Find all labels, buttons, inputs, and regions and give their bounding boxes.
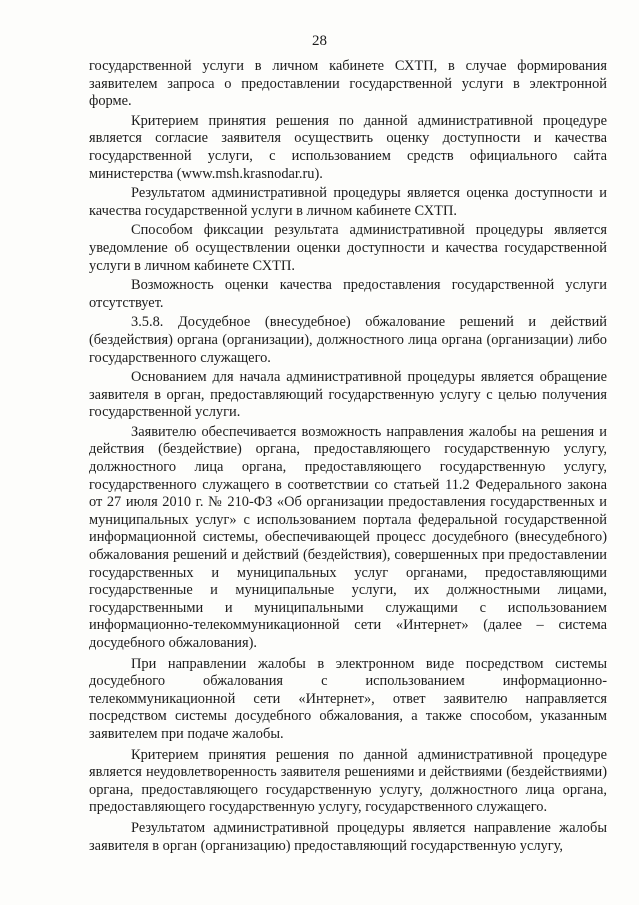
- document-body: [89, 58, 607, 857]
- paragraph-result-assessment: Результатом административной процедуры является оценка доступности и качества государственной услуги в личном кабинете СХТП.: [89, 185, 607, 219]
- paragraph-complaint-possibility: Заявителю обеспечивается возможность направления жалобы на решения и действия (бездействие) органа, предоставляющего государственную услугу, должностного лица органа, предоставляющего государственную услугу, государственного служащего в соответствии со статьей 11.2 Федерального закона от 27 июля 2010 г. № 210-ФЗ «Об организации предоставления государственных и муниципальных услуг» с использованием портала федеральной государственной информационной системы, обеспечивающей процесс досудебного (внесудебного) обжалования решений и действий (бездействия), совершенных при предоставлении государственных и муниципальных услуг органами, предоставляющими государственные и муниципальные услуги, их должностными лицами, государственными и муниципальными служащими с использованием информационно-телекоммуникационной сети «Интернет» (далее – система досудебного обжалования).: [89, 423, 607, 651]
- paragraph-continuation: государственной услуги в личном кабинете СХТП, в случае формирования заявителем запроса о предоставлении государственной услуги в электронной форме.: [89, 58, 607, 110]
- paragraph-result-complaint: Результатом административной процедуры является направление жалобы заявителя в орган (организацию) предоставляющий государственную услугу,: [89, 819, 607, 854]
- paragraph-criterion-assessment: Критерием принятия решения по данной административной процедуре является согласие заявителя осуществить оценку доступности и качества государственной услуги, с использованием средств официального сайта министерства (www.msh.krasnodar.ru).: [89, 112, 607, 182]
- paragraph-quality-assessment: Возможность оценки качества предоставления государственной услуги отсутствует.: [89, 277, 607, 311]
- page-number: 28: [312, 33, 327, 49]
- paragraph-grounds: Основанием для начала административной процедуры является обращение заявителя в орган, предоставляющий государственную услугу с целью получения государственной услуги.: [89, 369, 607, 421]
- paragraph-fixation-method: Способом фиксации результата административной процедуры является уведомление об осуществлении оценки доступности и качества государственной услуги в личном кабинете СХТП.: [89, 222, 607, 274]
- paragraph-criterion-complaint: Критерием принятия решения по данной административной процедуре является неудовлетворенность заявителя решениями и действиями (бездействиями) органа, предоставляющего государственную услугу, должностного лица органа, предоставляющего государственную услугу, государственного служащего.: [89, 746, 607, 816]
- section-heading-3-5-8: 3.5.8. Досудебное (внесудебное) обжалование решений и действий (бездействия) органа (организации), должностного лица органа (организации) либо государственного служащего.: [89, 314, 607, 366]
- paragraph-electronic-complaint: При направлении жалобы в электронном виде посредством системы досудебного обжалования с использованием информационно-телекоммуникационной сети «Интернет», ответ заявителю направляется посредством системы досудебного обжалования, а также способом, указанным заявителем при подаче жалобы.: [89, 655, 607, 742]
